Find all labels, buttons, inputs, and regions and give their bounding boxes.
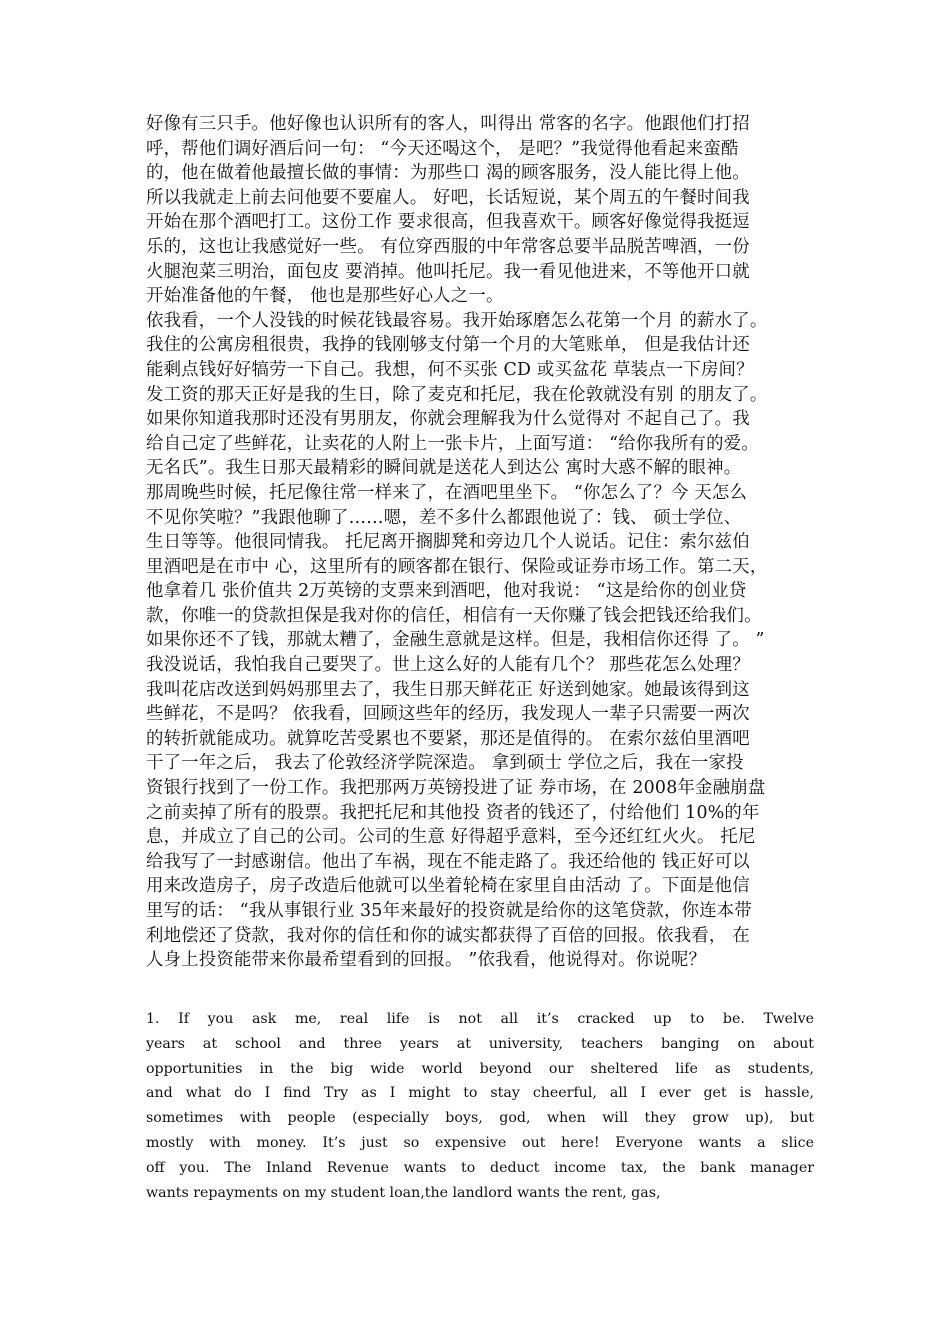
chinese-text-line: 开始准备他的午餐， 他也是那些好心人之一。 (146, 286, 504, 307)
chinese-text-line: 用来改造房子，房子改造后他就可以坐着轮椅在家里自由活动 了。下面是他信 (146, 876, 750, 897)
english-text-line: opportunities in the big wide world beyond our sheltered life as students, (146, 1060, 814, 1077)
chinese-text-line: 我叫花店改送到妈妈那里去了，我生日那天鲜花正 好送到她家。她最该得到这 (146, 679, 750, 700)
chinese-text-line: 发工资的那天正好是我的生日，除了麦克和托尼，我在伦敦就没有别 的朋友了。 (146, 384, 768, 405)
chinese-text-line: 干了一年之后， 我去了伦敦经济学院深造。 拿到硕士 学位之后，我在一家投 (146, 753, 744, 774)
chinese-text-line: 给我写了一封感谢信。他出了车祸，现在不能走路了。我还给他的 钱正好可以 (146, 851, 750, 872)
chinese-text-line: 资银行找到了一份工作。我把那两万英镑投进了证 券市场，在 2008年金融崩盘 (146, 778, 766, 799)
chinese-text-line: 生日等等。他很同情我。 托尼离开搁脚凳和旁边几个人说话。记住：索尔兹伯 (146, 532, 750, 553)
chinese-text-line: 如果你还不了钱，那就太糟了，金融生意就是这样。但是，我相信你还得 了。 ” (146, 630, 765, 651)
chinese-text-line: 好像有三只手。他好像也认识所有的客人，叫得出 常客的名字。他跟他们打招 (146, 114, 750, 134)
chinese-text-line: 里写的话： “我从事银行业 35年来最好的投资就是给你的这笔贷款，你连本带 (146, 901, 752, 921)
chinese-text-line: 呼，帮他们调好酒后问一句： “今天还喝这个， 是吧？”我觉得他看起来蛮酷 (146, 138, 739, 159)
chinese-text-line: 我没说话，我怕我自己要哭了。世上这么好的人能有几个？ 那些花怎么处理？ (146, 655, 750, 676)
chinese-text-line: 不见你笑啦？”我跟他聊了……嗯，差不多什么都跟他说了：钱、 硕士学位、 (146, 507, 742, 528)
english-text-line: 1. If you ask me, real life is not all it’s cracked up to be. Twelve (146, 1011, 814, 1027)
english-passage-text (146, 1007, 814, 1205)
chinese-text-line: 息，并成立了自己的公司。公司的生意 好得超乎意料，至今还红红火火。 托尼 (146, 827, 756, 848)
chinese-text-line: 我住的公寓房租很贵，我挣的钱刚够支付第一个月的大笔账单， 但是我估计还 (146, 335, 750, 356)
chinese-text-line: 开始在那个酒吧打工。这份工作 要求很高，但我喜欢干。顾客好像觉得我挺逗 (146, 212, 750, 233)
chinese-text-line: 如果你知道我那时还没有男朋友，你就会理解我为什么觉得对 不起自己了。我 (146, 409, 750, 430)
chinese-text-line: 的，他在做着他最擅长做的事情：为那些口 渴的顾客服务，没人能比得上他。 (146, 163, 750, 184)
chinese-text-line: 人身上投资能带来你最希望看到的回报。 ”依我看，他说得对。你说呢？ (146, 950, 707, 971)
english-text-line: mostly with money. It’s just so expensive out here! Everyone wants a slice (146, 1134, 814, 1151)
chinese-text-line: 无名氏”。我生日那天最精彩的瞬间就是送花人到达公 寓时大惑不解的眼神。 (146, 458, 742, 479)
chinese-text-line: 依我看，一个人没钱的时候花钱最容易。我开始琢磨怎么花第一个月 的薪水了。 (146, 310, 768, 331)
english-text-line: wants repayments on my student loan,the landlord wants the rent, gas, (146, 1184, 661, 1201)
chinese-text-line: 所以我就走上前去问他要不要雇人。 好吧，长话短说，某个周五的午餐时间我 (146, 187, 750, 208)
chinese-text-line: 里酒吧是在市中 心，这里所有的顾客都在银行、保险或证券市场工作。第二天， (146, 556, 768, 577)
english-text-line: off you. The Inland Revenue wants to deduct income tax, the bank manager (146, 1159, 814, 1176)
english-text-line: and what do I find Try as I might to stay cheerful, all I ever get is hassle, (146, 1085, 814, 1102)
chinese-text-line: 那周晚些时候，托尼像往常一样来了，在酒吧里坐下。 “你怎么了？今 天怎么 (146, 482, 748, 503)
chinese-text-line: 他拿着几 张价值共 2万英镑的支票来到酒吧，他对我说： “这是给你的创业贷 (146, 581, 747, 602)
chinese-text-line: 利地偿还了贷款，我对你的信任和你的诚实都获得了百倍的回报。依我看， 在 (146, 925, 750, 946)
chinese-text-line: 乐的，这也让我感觉好一些。 有位穿西服的中年常客总要半品脱苦啤酒，一份 (146, 236, 750, 257)
chinese-text-line: 之前卖掉了所有的股票。我把托尼和其他投 资者的钱还了，付给他们 10%的年 (146, 802, 760, 823)
chinese-text-line: 款，你唯一的贷款担保是我对你的信任，相信有一天你赚了钱会把钱还给我们。 (146, 605, 762, 626)
chinese-text-line: 火腿泡菜三明治，面包皮 要消掉。他叫托尼。我一看见他进来，不等他开口就 (146, 261, 750, 282)
chinese-text-line: 能剩点钱好好犒劳一下自己。我想，何不买张 CD 或买盆花 草装点一下房间？ (146, 359, 754, 380)
chinese-text-line: 给自己定了些鲜花，让卖花的人附上一张卡片，上面写道： “给你我所有的爱。 (146, 433, 759, 454)
chinese-text-line: 些鲜花，不是吗？ 依我看，回顾这些年的经历，我发现人一辈子只需要一两次 (146, 704, 750, 725)
chinese-story-text (146, 112, 814, 973)
chinese-text-line: 的转折就能成功。就算吃苦受累也不要紧，那还是值得的。 在索尔兹伯里酒吧 (146, 728, 750, 749)
english-text-line: sometimes with people (especially boys, god, when will they grow up), but (146, 1110, 814, 1127)
english-text-line: years at school and three years at university, teachers banging on about (146, 1035, 814, 1052)
